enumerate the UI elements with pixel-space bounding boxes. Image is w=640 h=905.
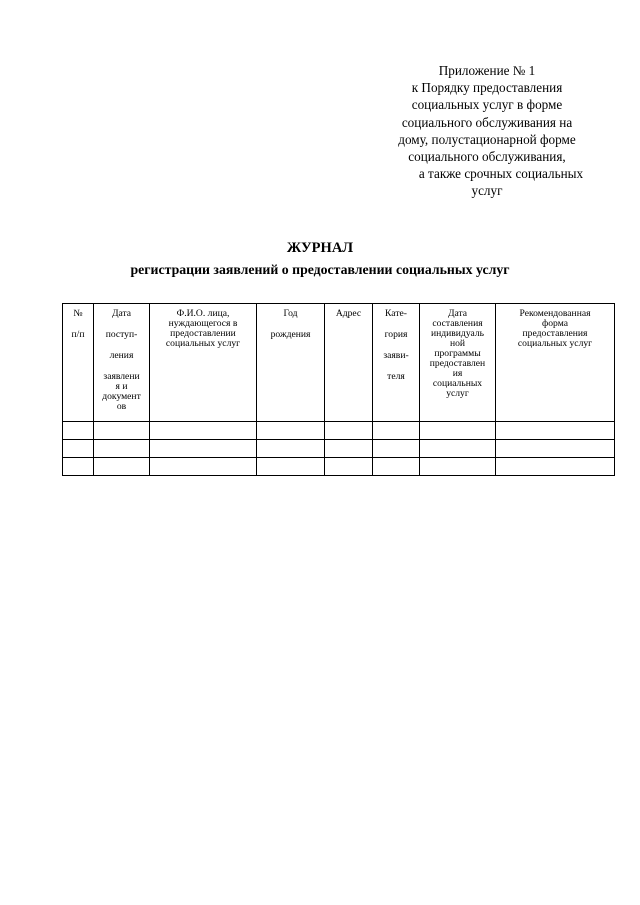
table-cell xyxy=(373,458,420,476)
table-cell xyxy=(150,422,257,440)
table-cell xyxy=(63,440,94,458)
table-cell xyxy=(496,422,615,440)
table-cell xyxy=(420,458,496,476)
appendix-line: к Порядку предоставления xyxy=(411,80,563,96)
table-cell xyxy=(373,440,420,458)
table-row xyxy=(63,458,615,476)
column-header-applicant-category: Кате- гория заяви- теля xyxy=(373,304,420,422)
journal-table xyxy=(62,303,615,476)
appendix-note xyxy=(372,62,602,200)
document-title: ЖУРНАЛ xyxy=(286,240,354,256)
table-cell xyxy=(94,458,150,476)
table-cell xyxy=(420,440,496,458)
table-cell xyxy=(496,440,615,458)
table-cell xyxy=(257,422,325,440)
table-cell xyxy=(373,422,420,440)
column-header-birth-year: Год рождения xyxy=(257,304,325,422)
table-cell xyxy=(496,458,615,476)
table-cell xyxy=(420,422,496,440)
table-cell xyxy=(325,458,373,476)
table-cell xyxy=(63,422,94,440)
table-row xyxy=(63,440,615,458)
appendix-line: социального обслуживания, xyxy=(408,149,566,165)
column-header-recommended-form: Рекомендованная форма предоставления социальных услуг xyxy=(496,304,615,422)
table-cell xyxy=(257,458,325,476)
table-cell xyxy=(150,458,257,476)
table-cell xyxy=(257,440,325,458)
column-header-number: № п/п xyxy=(63,304,94,422)
appendix-line: социальных услуг в форме xyxy=(411,97,563,113)
table-cell xyxy=(94,422,150,440)
table-header-row xyxy=(63,304,615,422)
table-cell xyxy=(325,440,373,458)
appendix-line: социального обслуживания на xyxy=(401,114,573,130)
table-cell xyxy=(150,440,257,458)
appendix-line: а также срочных социальных xyxy=(418,166,584,182)
appendix-line: дому, полустационарной форме xyxy=(398,131,576,147)
table-cell xyxy=(94,440,150,458)
column-header-date-received: Дата поступ- ления заявлени я и документ ов xyxy=(94,304,150,422)
table-cell xyxy=(325,422,373,440)
appendix-line: Приложение № 1 xyxy=(438,63,536,78)
appendix-line: услуг xyxy=(471,183,503,199)
column-header-full-name: Ф.И.О. лица, нуждающегося в предоставлении социальных услуг xyxy=(150,304,257,422)
column-header-address: Адрес xyxy=(325,304,373,422)
column-header-program-date: Дата составления индивидуаль ной программы предоставлен ия социальных услуг xyxy=(420,304,496,422)
document-subtitle: регистрации заявлений о предоставлении социальных услуг xyxy=(130,262,510,277)
table-row xyxy=(63,422,615,440)
table-cell xyxy=(63,458,94,476)
